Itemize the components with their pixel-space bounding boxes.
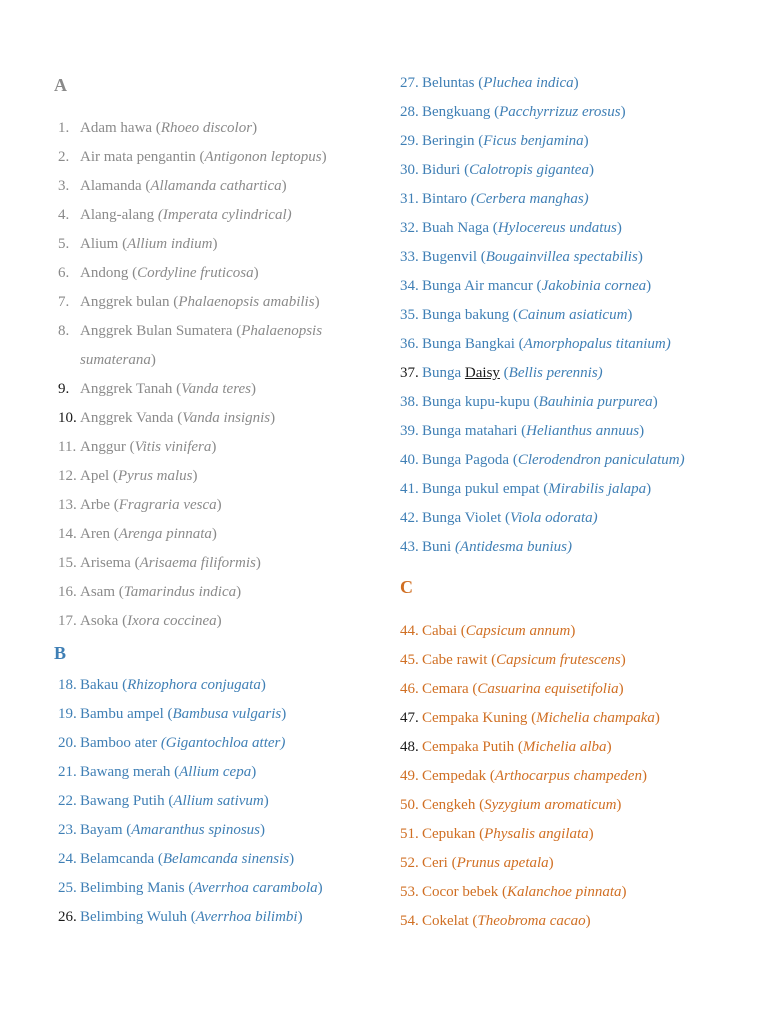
list-item xyxy=(58,845,294,874)
item-close-paren: ) xyxy=(616,220,622,236)
item-number: 22. xyxy=(58,793,77,809)
item-common-name: Cempaka Kuning ( xyxy=(422,710,537,726)
item-common-name: Bintaro xyxy=(422,191,471,207)
item-scientific-name: Hylocereus undatus xyxy=(497,220,617,236)
item-common-name: Ceri ( xyxy=(422,855,457,871)
item-close-paren: ) xyxy=(253,265,259,281)
item-scientific-name: Mirabilis jalapa xyxy=(548,481,647,497)
item-common-name: Cocor bebek ( xyxy=(422,884,507,900)
list-item xyxy=(400,704,660,733)
item-scientific-name: Rhoeo discolor xyxy=(160,120,253,136)
item-scientific-name: Vanda insignis xyxy=(182,410,271,426)
item-common-name: Alang-alang xyxy=(80,207,158,223)
item-scientific-name: Bambusa vulgaris xyxy=(172,706,282,722)
item-scientific-name: Fragraria vesca xyxy=(118,497,217,513)
section-heading-c: C xyxy=(400,577,413,597)
item-close-paren: ) xyxy=(570,623,576,639)
item-close-paren: ) xyxy=(620,104,626,120)
item-common-name: Air mata pengantin ( xyxy=(80,149,205,165)
item-common-name: Belimbing Manis ( xyxy=(80,880,194,896)
item-number: 5. xyxy=(58,236,70,252)
item-number: 41. xyxy=(400,481,419,497)
item-number: 3. xyxy=(58,178,70,194)
item-common-name: Belamcanda ( xyxy=(80,851,163,867)
item-number: 2. xyxy=(58,149,70,165)
item-number: 17. xyxy=(58,613,77,629)
item-number: 24. xyxy=(58,851,77,867)
item-number: 1. xyxy=(58,120,70,136)
list-item xyxy=(400,907,591,936)
list-item xyxy=(400,156,594,185)
list-item xyxy=(400,533,572,562)
item-common-name: Bugenvil ( xyxy=(422,249,486,265)
item-scientific-name: Bellis perennis) xyxy=(508,365,603,381)
section-heading-a: A xyxy=(54,75,67,95)
item-scientific-name: Ixora coccinea xyxy=(127,613,217,629)
item-number: 49. xyxy=(400,768,419,784)
item-close-paren: ) xyxy=(211,526,217,542)
item-scientific-name: Calotropis gigantea xyxy=(469,162,589,178)
item-scientific-name: Theobroma cacao xyxy=(477,913,586,929)
list-item xyxy=(58,462,198,491)
item-close-paren: ) xyxy=(236,584,242,600)
list-item xyxy=(400,762,647,791)
item-close-paren: ) xyxy=(289,851,295,867)
item-scientific-name: Pacchyrrizuz erosus xyxy=(499,104,621,120)
item-scientific-name: Belamcanda sinensis xyxy=(162,851,290,867)
item-scientific-name: Capsicum frutescens xyxy=(496,652,621,668)
item-close-paren: ) xyxy=(192,468,198,484)
item-scientific-name: Arenga pinnata xyxy=(118,526,212,542)
item-number: 38. xyxy=(400,394,419,410)
item-common-name: Buni xyxy=(422,539,455,555)
item-close-paren: ) xyxy=(583,133,589,149)
item-scientific-name: Ficus benjamina xyxy=(483,133,584,149)
item-number: 11. xyxy=(58,439,77,455)
item-close-paren: ) xyxy=(211,439,217,455)
list-item xyxy=(58,143,327,172)
item-common-name: Bakau ( xyxy=(80,677,128,693)
item-number: 50. xyxy=(400,797,419,813)
item-close-paren: ) xyxy=(251,764,257,780)
item-number: 33. xyxy=(400,249,419,265)
item-common-name: Cempaka Putih ( xyxy=(422,739,523,755)
list-item xyxy=(58,787,269,816)
list-item xyxy=(400,878,627,907)
item-number: 13. xyxy=(58,497,77,513)
item-number: 8. xyxy=(58,323,70,339)
list-item xyxy=(58,671,266,700)
item-common-name: Bunga pukul empat ( xyxy=(422,481,549,497)
item-number: 6. xyxy=(58,265,70,281)
item-close-paren: ) xyxy=(652,394,658,410)
item-scientific-name: Phalaenopsis xyxy=(241,323,323,339)
item-number: 26. xyxy=(58,909,77,925)
list-item xyxy=(400,791,621,820)
item-scientific-name: Syzygium aromaticum xyxy=(484,797,617,813)
item-common-name: Alium ( xyxy=(80,236,128,252)
item-close-paren: ) xyxy=(281,178,287,194)
list-item xyxy=(58,607,222,636)
item-scientific-name: Antigonon leptopus xyxy=(204,149,322,165)
item-common-name: Bunga bakung ( xyxy=(422,307,518,323)
item-common-name: Bambu ampel ( xyxy=(80,706,173,722)
item-scientific-name: Clerodendron paniculatum) xyxy=(517,452,685,468)
list-item xyxy=(400,617,575,646)
item-close-paren: ) xyxy=(252,120,258,136)
item-close-paren: ) xyxy=(627,307,633,323)
item-common-name: Anggrek Tanah ( xyxy=(80,381,182,397)
list-item xyxy=(58,874,323,903)
item-common-name: Adam hawa ( xyxy=(80,120,161,136)
list-item xyxy=(400,214,622,243)
item-number: 20. xyxy=(58,735,77,751)
item-scientific-name: Pyrus malus xyxy=(117,468,193,484)
item-scientific-name: Averrhoa carambola xyxy=(193,880,318,896)
item-close-paren: ) xyxy=(573,75,579,91)
item-close-paren: ) xyxy=(260,822,266,838)
item-number: 37. xyxy=(400,365,419,381)
item-scientific-name: Allamanda cathartica xyxy=(150,178,282,194)
item-scientific-name: Pluchea indica xyxy=(483,75,574,91)
item-number: 32. xyxy=(400,220,419,236)
list-item xyxy=(58,230,218,259)
list-item xyxy=(58,903,303,932)
item-common-name: Bawang merah ( xyxy=(80,764,180,780)
item-close-paren: ) xyxy=(260,677,266,693)
item-number: 35. xyxy=(400,307,419,323)
item-close-paren: ) xyxy=(314,294,320,310)
item-scientific-name: (Imperata cylindrical) xyxy=(157,207,292,223)
list-item xyxy=(58,404,275,433)
item-close-paren: ) xyxy=(251,381,256,397)
item-common-name: Bamboo ater xyxy=(80,735,161,751)
list-item xyxy=(400,243,643,272)
list-item xyxy=(400,359,603,388)
item-scientific-name: Prunus apetala xyxy=(456,855,549,871)
item-scientific-name: Phalaenopsis amabilis xyxy=(178,294,315,310)
item-scientific-name: Bougainvillea spectabilis xyxy=(485,249,638,265)
item-scientific-name: Vitis vinifera xyxy=(134,439,212,455)
item-common-name: Andong ( xyxy=(80,265,138,281)
list-item xyxy=(58,700,286,729)
list-item xyxy=(400,272,651,301)
item-scientific-name-cont: sumaterana xyxy=(80,352,151,368)
list-item xyxy=(400,675,624,704)
item-close-paren: ) xyxy=(616,797,622,813)
item-scientific-name: Rhizophora conjugata xyxy=(127,677,261,693)
list-item xyxy=(400,475,651,504)
section-heading-b: B xyxy=(54,643,67,663)
item-common-name: Alamanda ( xyxy=(80,178,151,194)
item-common-name: Anggrek bulan ( xyxy=(80,294,179,310)
item-scientific-name: Tamarindus indica xyxy=(123,584,237,600)
item-scientific-name: Allium sativum xyxy=(173,793,264,809)
item-common-name: Cepukan ( xyxy=(422,826,485,842)
list-item xyxy=(58,172,287,201)
item-common-name: Apel ( xyxy=(80,468,118,484)
item-scientific-name: (Cerbera manghas) xyxy=(470,191,589,207)
item-common-name: Bunga Violet ( xyxy=(422,510,510,526)
item-scientific-name: Michelia champaka xyxy=(536,710,655,726)
list-item xyxy=(58,114,257,143)
item-close-paren: ) xyxy=(620,652,626,668)
item-scientific-name: Allium indium xyxy=(127,236,213,252)
item-number: 48. xyxy=(400,739,419,755)
item-number: 18. xyxy=(58,677,77,693)
list-item xyxy=(58,201,292,230)
item-common-name: Aren ( xyxy=(80,526,119,542)
item-scientific-name: Cainum asiaticum xyxy=(517,307,628,323)
item-scientific-name: Averrhoa bilimbi xyxy=(195,909,298,925)
item-scientific-name: Casuarina equisetifolia xyxy=(477,681,619,697)
item-number: 52. xyxy=(400,855,419,871)
list-item xyxy=(58,317,322,346)
item-scientific-name: (Antidesma bunius) xyxy=(454,539,573,555)
item-common-name: Bunga matahari ( xyxy=(422,423,527,439)
item-scientific-name: Vanda teres xyxy=(181,381,251,397)
item-number: 14. xyxy=(58,526,77,542)
list-item xyxy=(400,446,685,475)
item-common-name: Bawang Putih ( xyxy=(80,793,174,809)
item-number: 46. xyxy=(400,681,419,697)
list-item xyxy=(400,733,612,762)
item-number: 39. xyxy=(400,423,419,439)
item-number: 30. xyxy=(400,162,419,178)
list-item xyxy=(58,259,259,288)
list-item xyxy=(400,69,579,98)
item-common-name: Arbe ( xyxy=(80,497,119,513)
item-scientific-name: Bauhinia purpurea xyxy=(538,394,653,410)
item-close-paren: ) xyxy=(588,162,594,178)
item-scientific-name: Arisaema filiformis xyxy=(139,555,256,571)
item-scientific-name: Viola odorata) xyxy=(509,510,598,526)
item-close-paren: ) xyxy=(548,855,554,871)
item-scientific-name: (Gigantochloa atter) xyxy=(160,735,286,751)
list-item xyxy=(400,504,598,533)
item-number: 25. xyxy=(58,880,77,896)
item-number: 4. xyxy=(58,207,70,223)
list-item xyxy=(58,729,285,758)
item-number: 42. xyxy=(400,510,419,526)
item-common-name: Belimbing Wuluh ( xyxy=(80,909,196,925)
item-scientific-name: Kalanchoe pinnata xyxy=(506,884,622,900)
item-number: 7. xyxy=(58,294,70,310)
item-common-name: Bengkuang ( xyxy=(422,104,500,120)
list-item xyxy=(400,127,589,156)
item-number: 53. xyxy=(400,884,419,900)
list-item xyxy=(58,288,320,317)
item-scientific-name: Michelia alba xyxy=(522,739,607,755)
list-item xyxy=(400,820,594,849)
list-item xyxy=(400,301,632,330)
item-common-name: Buah Naga ( xyxy=(422,220,498,236)
item-scientific-name: Capsicum annum xyxy=(465,623,571,639)
item-number: 47. xyxy=(400,710,419,726)
list-item xyxy=(400,417,644,446)
item-close-paren: ) xyxy=(585,913,591,929)
item-scientific-name: Amorphopalus titanium) xyxy=(523,336,671,352)
item-number: 29. xyxy=(400,133,419,149)
item-number: 31. xyxy=(400,191,419,207)
item-common-name: Asoka ( xyxy=(80,613,128,629)
item-common-name: Biduri ( xyxy=(422,162,470,178)
list-item xyxy=(400,330,671,359)
item-number: 27. xyxy=(400,75,419,91)
item-number: 23. xyxy=(58,822,77,838)
item-number: 16. xyxy=(58,584,77,600)
item-number: 15. xyxy=(58,555,77,571)
item-common-name: Beringin ( xyxy=(422,133,484,149)
item-common-name: Cempedak ( xyxy=(422,768,495,784)
item-close-paren: ) xyxy=(216,497,222,513)
item-number: 19. xyxy=(58,706,77,722)
item-close-paren: ) xyxy=(646,278,652,294)
list-item-continuation xyxy=(80,346,156,375)
item-close-paren: ) xyxy=(637,249,643,265)
item-number: 21. xyxy=(58,764,77,780)
list-item xyxy=(400,185,589,214)
item-common-name: Bunga Bangkai ( xyxy=(422,336,524,352)
item-number: 10. xyxy=(58,410,77,426)
item-close-paren: ) xyxy=(588,826,594,842)
item-close-paren: ) xyxy=(281,706,287,722)
item-common-name: Bunga Pagoda ( xyxy=(422,452,518,468)
item-number: 43. xyxy=(400,539,419,555)
item-scientific-name: Arthocarpus champeden xyxy=(494,768,642,784)
list-item xyxy=(400,646,626,675)
item-number: 34. xyxy=(400,278,419,294)
item-close-paren: ) xyxy=(255,555,261,571)
item-close-paren: ) xyxy=(263,793,269,809)
item-scientific-name: Jakobinia cornea xyxy=(541,278,647,294)
list-item xyxy=(400,388,658,417)
item-common-name: Beluntas ( xyxy=(422,75,484,91)
item-close-paren: ) xyxy=(270,410,276,426)
item-common-name: Bunga Air mancur ( xyxy=(422,278,542,294)
item-link[interactable]: Daisy xyxy=(464,365,500,381)
list-item xyxy=(58,816,265,845)
item-close-paren: ) xyxy=(646,481,652,497)
item-number: 51. xyxy=(400,826,419,842)
item-close-paren: ) xyxy=(618,681,624,697)
item-common-name: Cemara ( xyxy=(422,681,478,697)
item-close-paren: ) xyxy=(317,880,323,896)
item-close-paren: ) xyxy=(621,884,627,900)
item-name-prefix: Bunga xyxy=(422,365,465,381)
item-common-name: Bayam ( xyxy=(80,822,132,838)
item-scientific-name: Cordyline fruticosa xyxy=(137,265,254,281)
item-common-name: Cabai ( xyxy=(422,623,466,639)
item-number: 28. xyxy=(400,104,419,120)
item-common-name: Anggrek Vanda ( xyxy=(80,410,183,426)
item-close-paren: ) xyxy=(639,423,645,439)
item-number: 12. xyxy=(58,468,77,484)
list-item xyxy=(58,375,256,404)
list-item xyxy=(58,491,222,520)
item-scientific-name: Allium cepa xyxy=(179,764,252,780)
item-close-paren: ) xyxy=(216,613,222,629)
item-scientific-name: Helianthus annuus xyxy=(526,423,640,439)
item-scientific-name: Physalis angilata xyxy=(484,826,589,842)
item-common-name: Arisema ( xyxy=(80,555,140,571)
item-common-name: Cengkeh ( xyxy=(422,797,485,813)
list-item xyxy=(58,520,217,549)
item-number: 36. xyxy=(400,336,419,352)
item-close-paren: ) xyxy=(321,149,327,165)
item-common-name: Anggrek Bulan Sumatera ( xyxy=(80,323,242,339)
list-item xyxy=(58,758,256,787)
item-common-name: Cokelat ( xyxy=(422,913,478,929)
item-close-paren: ) xyxy=(641,768,647,784)
item-common-name: Anggur ( xyxy=(80,439,135,455)
item-close-paren: ) xyxy=(606,739,612,755)
item-close-paren: ) xyxy=(150,352,156,368)
item-common-name: Asam ( xyxy=(80,584,124,600)
item-number: 45. xyxy=(400,652,419,668)
item-close-paren: ) xyxy=(297,909,303,925)
list-item xyxy=(400,849,554,878)
item-close-paren: ) xyxy=(654,710,660,726)
list-item xyxy=(58,549,261,578)
item-scientific-name: Amaranthus spinosus xyxy=(131,822,261,838)
item-common-name: ( xyxy=(499,365,509,381)
item-common-name: Bunga kupu-kupu ( xyxy=(422,394,539,410)
item-number: 40. xyxy=(400,452,419,468)
item-number: 54. xyxy=(400,913,419,929)
list-item xyxy=(400,98,626,127)
item-number: 9. xyxy=(58,381,70,397)
item-common-name: Cabe rawit ( xyxy=(422,652,497,668)
list-item xyxy=(58,433,216,462)
item-number: 44. xyxy=(400,623,419,639)
item-close-paren: ) xyxy=(212,236,218,252)
list-item xyxy=(58,578,241,607)
